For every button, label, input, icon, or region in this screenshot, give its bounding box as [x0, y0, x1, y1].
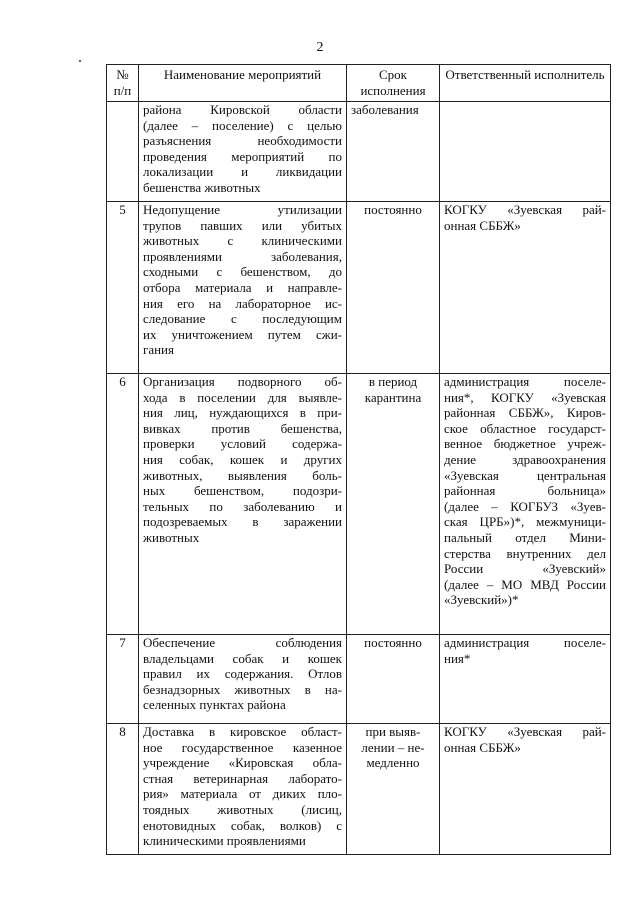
text-line: пальный отдел Мини-	[444, 529, 606, 545]
text-line: Организация подворного об-	[143, 374, 342, 389]
row-num: 5	[107, 202, 139, 374]
text-line: венное бюджетное учреж-	[444, 436, 606, 452]
text-line: тельных по заболеванию и	[143, 498, 342, 514]
text-line: проявлениями заболевания,	[143, 248, 342, 264]
text-line: онная СББЖ»	[444, 217, 521, 233]
text-line: хода в поселении для выявле-	[143, 389, 342, 405]
text-line: КОГКУ «Зуевская рай-	[444, 202, 606, 217]
table-header-row	[107, 65, 611, 102]
row-term: в период карантина	[347, 374, 440, 635]
text-line: гания	[143, 342, 174, 358]
table-row-7	[107, 635, 611, 724]
text-line: России «Зуевский»	[444, 561, 606, 577]
row-resp	[440, 202, 611, 374]
text-line: бешенства животных	[143, 179, 261, 195]
text-line: КОГКУ «Зуевская рай-	[444, 724, 606, 739]
text-line: онная СББЖ»	[444, 739, 521, 755]
row-name	[139, 102, 347, 202]
text-line: ных бешенством, подозри-	[143, 483, 342, 499]
text-line: администрация поселе-	[444, 374, 606, 389]
text-line: Доставка в кировское област-	[143, 724, 342, 739]
text-line: животных, выявления боль-	[143, 467, 342, 483]
row-num: 8	[107, 724, 139, 855]
text-line: рия» материала от диких пло-	[143, 786, 342, 802]
text-line: разъяснения необходимости	[143, 133, 342, 149]
text-line: владельцами собак и кошек	[143, 650, 342, 666]
table-row-continuation	[107, 102, 611, 202]
text-line: трупов павших или убитых	[143, 217, 342, 233]
row-num	[107, 102, 139, 202]
text-line: дение здравоохранения	[444, 451, 606, 467]
text-line: следование с последующим	[143, 311, 342, 327]
text-line: подозреваемых в заражении	[143, 514, 342, 530]
text-line: Недопущение утилизации	[143, 202, 342, 217]
text-line: стная ветеринарная лаборато-	[143, 770, 342, 786]
text-line: «Зуевская центральная	[444, 467, 606, 483]
header-resp: Ответственный исполнитель	[440, 65, 611, 102]
text-line: районная больница»	[444, 483, 606, 499]
scan-speck	[79, 60, 81, 62]
text-line: правил их содержания. Отлов	[143, 666, 342, 682]
row-num: 7	[107, 635, 139, 724]
text-line: ния собак, кошек и других	[143, 451, 342, 467]
text-line: (далее – КОГБУЗ «Зуев-	[444, 498, 606, 514]
text-line: локализации и ликвидации	[143, 164, 342, 180]
text-line: (далее – поселение) с целью	[143, 117, 342, 133]
text-line: животных	[143, 529, 200, 545]
header-term: Срок исполнения	[347, 65, 440, 102]
text-line: клиническими проявлениями	[143, 833, 306, 849]
row-resp	[440, 102, 611, 202]
text-line: районная СББЖ», Киров-	[444, 405, 606, 421]
text-line: животных с клиническими	[143, 233, 342, 249]
page-number: 2	[316, 40, 324, 55]
row-term: постоянно	[347, 635, 440, 724]
row-term: заболевания	[347, 102, 440, 202]
row-resp	[440, 724, 611, 855]
row-term: постоянно	[347, 202, 440, 374]
text-line: безнадзорных животных в на-	[143, 681, 342, 697]
text-line: сходными с бешенством, до	[143, 264, 342, 280]
text-line: ская ЦРБ»)*, межмуници-	[444, 514, 606, 530]
text-line: Обеспечение соблюдения	[143, 635, 342, 650]
row-resp	[440, 635, 611, 724]
row-name	[139, 374, 347, 635]
text-line: енотовидных собак, волков) с	[143, 817, 342, 833]
row-name	[139, 202, 347, 374]
text-line: тоядных животных (лисиц,	[143, 801, 342, 817]
text-line: ния*	[444, 650, 471, 666]
text-line: селенных пунктах района	[143, 697, 286, 713]
text-line: ния его на лабораторное ис-	[143, 295, 342, 311]
text-line: ное государственное казенное	[143, 739, 342, 755]
text-line: ния*, КОГКУ «Зуевская	[444, 389, 606, 405]
text-line: ское областное государст-	[444, 420, 606, 436]
table-row-8	[107, 724, 611, 855]
row-resp	[440, 374, 611, 635]
text-line: района Кировской области	[143, 102, 342, 117]
text-line: (далее – МО МВД России	[444, 576, 606, 592]
text-line: стерства внутренних дел	[444, 545, 606, 561]
text-line: вивках против бешенства,	[143, 420, 342, 436]
text-line: администрация поселе-	[444, 635, 606, 650]
text-line: отбора материала и направле-	[143, 279, 342, 295]
table-row-6	[107, 374, 611, 635]
row-term: при выяв- лении – не- медленно	[347, 724, 440, 855]
text-line: «Зуевский»)*	[444, 592, 519, 608]
text-line: их уничтожением путем сжи-	[143, 326, 342, 342]
text-line: ния лиц, нуждающихся в при-	[143, 405, 342, 421]
row-name	[139, 635, 347, 724]
text-line: проведения мероприятий по	[143, 148, 342, 164]
text-line: учреждение «Кировская обла-	[143, 755, 342, 771]
header-name: Наименование мероприятий	[139, 65, 347, 102]
row-name	[139, 724, 347, 855]
text-line: проверки условий содержа-	[143, 436, 342, 452]
events-table	[106, 64, 611, 855]
table-row-5	[107, 202, 611, 374]
header-num: № п/п	[107, 65, 139, 102]
row-num: 6	[107, 374, 139, 635]
